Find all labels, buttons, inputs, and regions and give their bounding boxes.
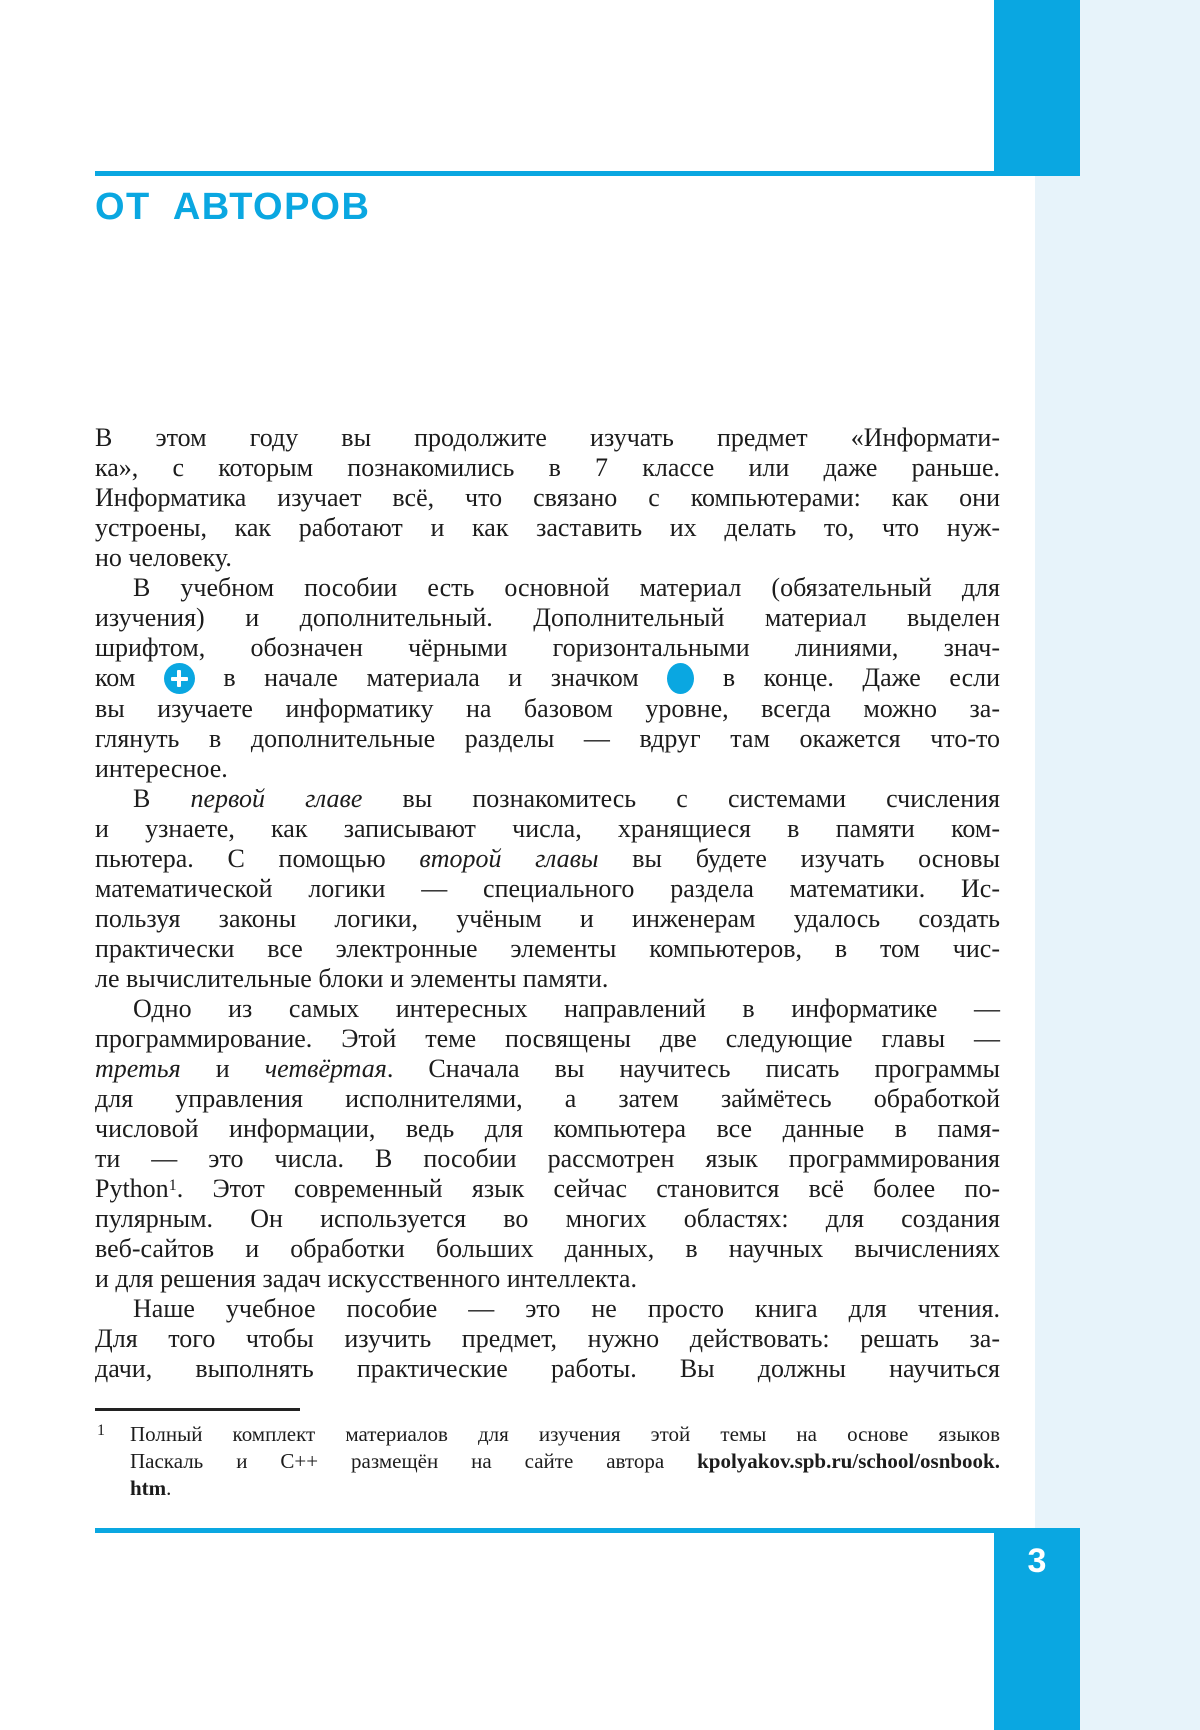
text-line (130, 1448, 1000, 1475)
text-segment: Полный комплект материалов для изучения этой темы на основе языков (130, 1422, 1000, 1446)
text-segment: Информатика изучает всё, что связано с компьютерами: как они (95, 483, 1000, 512)
text-line (95, 1234, 1000, 1264)
text-segment: kpolyakov.spb.ru/school/osnbook. (697, 1449, 1000, 1473)
text-segment: и для решения задач искусственного интеллекта. (95, 1264, 637, 1293)
text-line (95, 1204, 1000, 1234)
text-segment: и узнаете, как записывают числа, хранящиеся в памяти ком- (95, 814, 1000, 843)
text-line (95, 483, 1000, 513)
text-segment: в конце. Даже если (694, 663, 1000, 692)
text-segment: пулярным. Он используется во многих областях: для создания (95, 1204, 1000, 1233)
text-segment: практически все электронные элементы компьютеров, в том чис- (95, 934, 1000, 963)
text-line (95, 874, 1000, 904)
body-text (95, 423, 1000, 1384)
text-segment: ти — это числа. В пособии рассмотрен язык программирования (95, 1144, 1000, 1173)
text-line (95, 904, 1000, 934)
text-segment: программирование. Этой теме посвящены две следующие главы — (95, 1024, 1000, 1053)
text-segment: В учебном пособии есть основной материал (обязательный для (133, 573, 1000, 602)
bottom-accent-bar (994, 1528, 1080, 1730)
text-segment: пьютера. С помощью (95, 844, 420, 873)
text-segment: Python (95, 1174, 169, 1203)
text-line (95, 1354, 1000, 1384)
text-line (95, 694, 1000, 724)
text-segment: В этом году вы продолжите изучать предмет «Информати- (95, 423, 1000, 452)
text-segment: Одно из самых интересных направлений в информатике — (133, 994, 1000, 1023)
text-segment: 1 (168, 1177, 177, 1194)
text-line (95, 543, 1000, 573)
text-line (95, 1084, 1000, 1114)
right-margin-band (1035, 0, 1200, 1730)
plus-circle-icon (164, 663, 195, 694)
text-line (95, 633, 1000, 663)
text-line (95, 724, 1000, 754)
text-line (95, 814, 1000, 844)
text-segment: вы будете изучать основы (598, 844, 1001, 873)
paragraph (95, 1294, 1000, 1384)
text-segment: в начале материала и значком (194, 663, 668, 692)
text-line (95, 1114, 1000, 1144)
text-line (95, 934, 1000, 964)
dot-circle-icon (667, 663, 694, 694)
text-line (95, 964, 1000, 994)
top-accent-bar (994, 0, 1080, 176)
text-line (95, 603, 1000, 633)
text-line (130, 1475, 1000, 1502)
text-segment: первой главе (190, 784, 363, 813)
text-line (95, 754, 1000, 784)
text-segment: ка», с которым познакомились в 7 классе или даже раньше. (95, 453, 1000, 482)
title-rule (95, 171, 994, 176)
text-segment: . Сначала вы научитесь писать программы (386, 1054, 1000, 1083)
text-line (95, 423, 1000, 453)
paragraph (95, 784, 1000, 994)
paragraph (95, 423, 1000, 573)
text-segment: шрифтом, обозначен чёрными горизонтальными линиями, знач- (95, 633, 1000, 662)
text-segment: но человеку. (95, 543, 232, 572)
text-line (95, 1024, 1000, 1054)
text-line (95, 994, 1000, 1024)
text-segment: Наше учебное пособие — это не просто книга для чтения. (133, 1294, 1000, 1323)
bottom-rule (95, 1528, 995, 1533)
text-segment: числовой информации, ведь для компьютера все данные в памя- (95, 1114, 1000, 1143)
text-segment: веб-сайтов и обработки больших данных, в научных вычислениях (95, 1234, 1000, 1263)
text-segment: Паскаль и C++ размещён на сайте автора (130, 1449, 698, 1473)
text-line (95, 663, 1000, 694)
footnote-marker: 1 (97, 1422, 105, 1439)
text-segment: изучения) и дополнительный. Дополнительный материал выделен (95, 603, 1000, 632)
text-segment: и (180, 1054, 265, 1083)
page-title: ОТ АВТОРОВ (95, 186, 371, 228)
text-segment: пользуя законы логики, учёным и инженерам удалось создать (95, 904, 1000, 933)
text-segment: интересное. (95, 754, 228, 783)
text-segment: . Этот современный язык сейчас становится всё более по- (176, 1174, 1000, 1203)
footnote-lines (130, 1421, 1000, 1502)
text-segment: устроены, как работают и как заставить их делать то, что нуж- (95, 513, 1000, 542)
text-line (95, 1294, 1000, 1324)
paragraph (95, 573, 1000, 784)
text-line (95, 1324, 1000, 1354)
page-number: 3 (1027, 1542, 1047, 1580)
text-segment: второй главы (419, 844, 599, 873)
paragraph (95, 994, 1000, 1294)
text-segment: глянуть в дополнительные разделы — вдруг там окажется что-то (95, 724, 1000, 753)
text-line (95, 1264, 1000, 1294)
text-line (95, 844, 1000, 874)
text-segment: ле вычислительные блоки и элементы памяти. (95, 964, 609, 993)
text-segment: ком (95, 663, 164, 692)
footnote-separator (95, 1408, 300, 1411)
text-line (95, 573, 1000, 603)
text-line (95, 1174, 1000, 1204)
text-segment: для управления исполнителями, а затем займётесь обработкой (95, 1084, 1000, 1113)
text-segment: математической логики — специального раздела математики. Ис- (95, 874, 1000, 903)
text-segment: htm (130, 1476, 167, 1500)
footnote (95, 1421, 1000, 1502)
text-line (95, 1054, 1000, 1084)
text-line (95, 453, 1000, 483)
text-segment: третья (95, 1054, 181, 1083)
text-segment: . (166, 1476, 172, 1500)
text-segment: Для того чтобы изучить предмет, нужно действовать: решать за- (95, 1324, 1000, 1353)
text-line (95, 1144, 1000, 1174)
text-segment: В (133, 784, 191, 813)
text-line (95, 784, 1000, 814)
text-segment: дачи, выполнять практические работы. Вы должны научиться (95, 1354, 1000, 1383)
text-segment: четвёртая (264, 1054, 387, 1083)
text-line (95, 513, 1000, 543)
text-segment: вы познакомитесь с системами счисления (362, 784, 1001, 813)
text-segment: вы изучаете информатику на базовом уровне, всегда можно за- (95, 694, 1000, 723)
text-line (130, 1421, 1000, 1448)
